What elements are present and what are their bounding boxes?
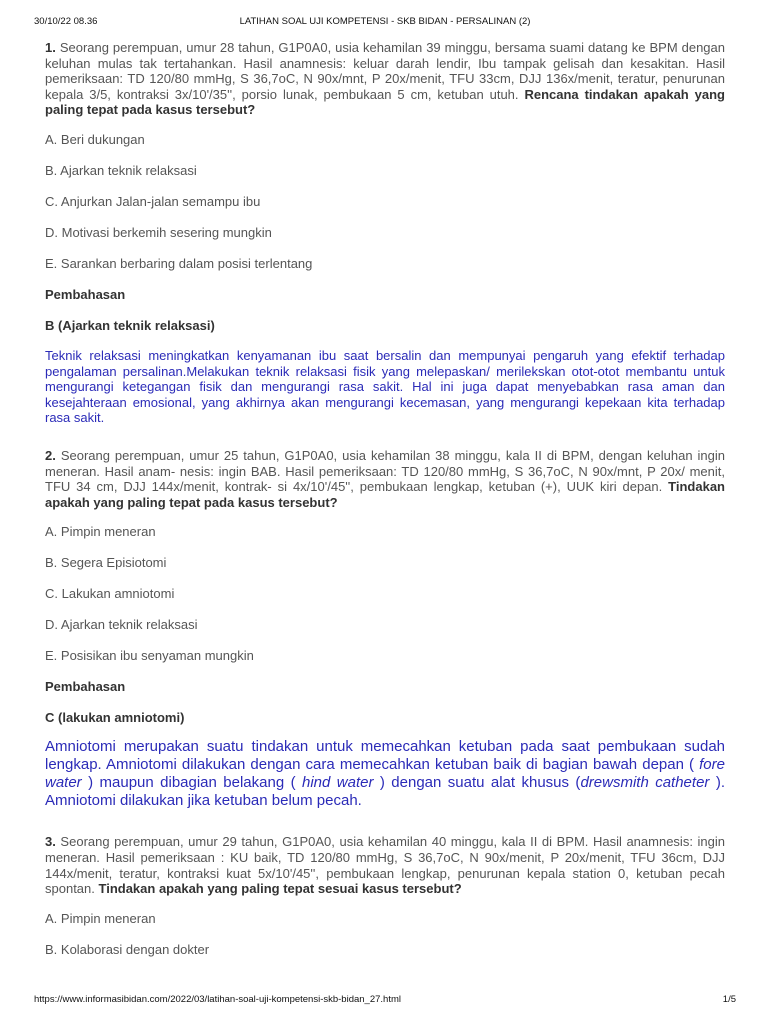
explanation-text: ) maupun dibagian belakang ( <box>81 774 302 792</box>
question-stem: Seorang perempuan, umur 28 tahun, G1P0A0, usia kehamilan 39 minggu, bersama suami datang ke BPM dengan keluhan mulas tak tertahankan. Hasil anamnesis: keluar darah lendir, Ibu tampak gelisah dan kesakitan. Hasil pemeriksaan: TD 120/80 mmHg, S 36,7oC, N 90x/mnt, P 20x/menit, TFU 33cm, DJJ 136x/menit, teratur, penurunan kepala 3/5, kontraksi 3x/10'/35'', porsio lunak, pembukaan 5 cm, ketuban utuh. <box>45 40 725 102</box>
question-ask: Rencana tindakan apakah yang paling tepat pada kasus tersebut? <box>45 86 725 118</box>
explanation-term-fore-water: fore water <box>45 756 725 792</box>
question-3 <box>45 834 725 896</box>
question-number: 3. <box>45 834 56 850</box>
explanation-text: Amniotomi merupakan suatu tindakan untuk memecahkan ketuban pada saat pembukaan sudah lengkap. Amniotomi dilakukan dengan cara memecahkan ketuban baik di bagian bawah depan ( <box>45 738 725 774</box>
print-header <box>34 16 736 30</box>
question-number: 1. <box>45 40 56 55</box>
option-c: C. Anjurkan Jalan-jalan semampu ibu <box>45 193 261 209</box>
question-1 <box>45 40 725 118</box>
option-a: A. Pimpin meneran <box>45 910 156 926</box>
answer-key: B (Ajarkan teknik relaksasi) <box>45 317 215 333</box>
option-e: E. Sarankan berbaring dalam posisi terlentang <box>45 255 313 271</box>
print-datetime: 30/10/22 08.36 <box>34 16 98 27</box>
option-b: B. Ajarkan teknik relaksasi <box>45 162 197 178</box>
page-url: https://www.informasibidan.com/2022/03/latihan-soal-uji-kompetensi-skb-bidan_27.html <box>34 994 401 1005</box>
question-number: 2. <box>45 447 56 463</box>
option-c: C. Lakukan amniotomi <box>45 586 175 602</box>
print-footer <box>34 994 736 1008</box>
explanation <box>45 738 725 810</box>
explanation-term-hind-water: hind water <box>302 774 374 792</box>
explanation-text: ). Amniotomi dilakukan jika ketuban belum pecah. <box>45 774 725 810</box>
pembahasan-heading: Pembahasan <box>45 679 126 695</box>
option-b: B. Segera Episiotomi <box>45 555 167 571</box>
option-e: E. Posisikan ibu senyaman mungkin <box>45 648 254 664</box>
print-title: LATIHAN SOAL UJI KOMPETENSI - SKB BIDAN - PERSALINAN (2) <box>239 16 531 27</box>
option-d: D. Motivasi berkemih sesering mungkin <box>45 224 272 240</box>
question-ask: Tindakan apakah yang paling tepat pada kasus tersebut? <box>45 479 725 510</box>
option-b: B. Kolaborasi dengan dokter <box>45 941 210 957</box>
option-a: A. Pimpin meneran <box>45 524 156 540</box>
pembahasan-heading: Pembahasan <box>45 286 126 302</box>
article-content <box>45 40 725 958</box>
option-a: A. Beri dukungan <box>45 131 145 147</box>
question-ask: Tindakan apakah yang paling tepat sesuai kasus tersebut? <box>98 881 462 897</box>
question-stem: Seorang perempuan, umur 29 tahun, G1P0A0, usia kehamilan 40 minggu, kala II di BPM. Hasil anamnesis: ingin meneran. Hasil pemeriksaan : KU baik, TD 120/80 mmHg, S 36,7oC, N 90x/menit, P 20x/menit, TFU 36cm, DJJ 144x/menit, teratur, kontraksi kuat 5x/10'/45'', pembukaan lengkap, penurunan kepala station 0, ketuban pecah spontan. <box>45 834 725 897</box>
question-2 <box>45 448 725 510</box>
explanation-text: ) dengan suatu alat khusus ( <box>373 774 581 792</box>
answer-key: C (lakukan amniotomi) <box>45 710 185 726</box>
page-number: 1/5 <box>722 994 736 1005</box>
explanation-term-catheter: drewsmith catheter <box>580 774 710 792</box>
option-d: D. Ajarkan teknik relaksasi <box>45 617 198 633</box>
question-stem: Seorang perempuan, umur 25 tahun, G1P0A0, usia kehamilan 38 minggu, kala II di BPM, dengan keluhan ingin meneran. Hasil anam- nesis: ingin BAB. Hasil pemeriksaan: TD 120/80 mmHg, S 36,7oC, N 90x/mnt, P 20x/ menit, TFU 34 cm, DJJ 144x/menit, kontrak- si 4x/10'/45'', pembukaan lengkap, ketuban (+), UUK kiri depan. <box>45 447 725 495</box>
explanation: Teknik relaksasi meningkatkan kenyamanan ibu saat bersalin dan mempunyai pengaruh yang efektif terhadap pengalaman persalinan.Melakukan teknik relaksasi fisik yang melepaskan/ merilekskan otot-otot membantu untuk mengurangi ketegangan fisik dan mengurangi rasa sakit. Hal ini juga dapat menyebabkan rasa aman dan kesejahteraan emosional, yang akhirnya akan mengurangi kecemasan, yang mengurangi kepekaan kita terhadap rasa sakit. <box>45 347 725 426</box>
